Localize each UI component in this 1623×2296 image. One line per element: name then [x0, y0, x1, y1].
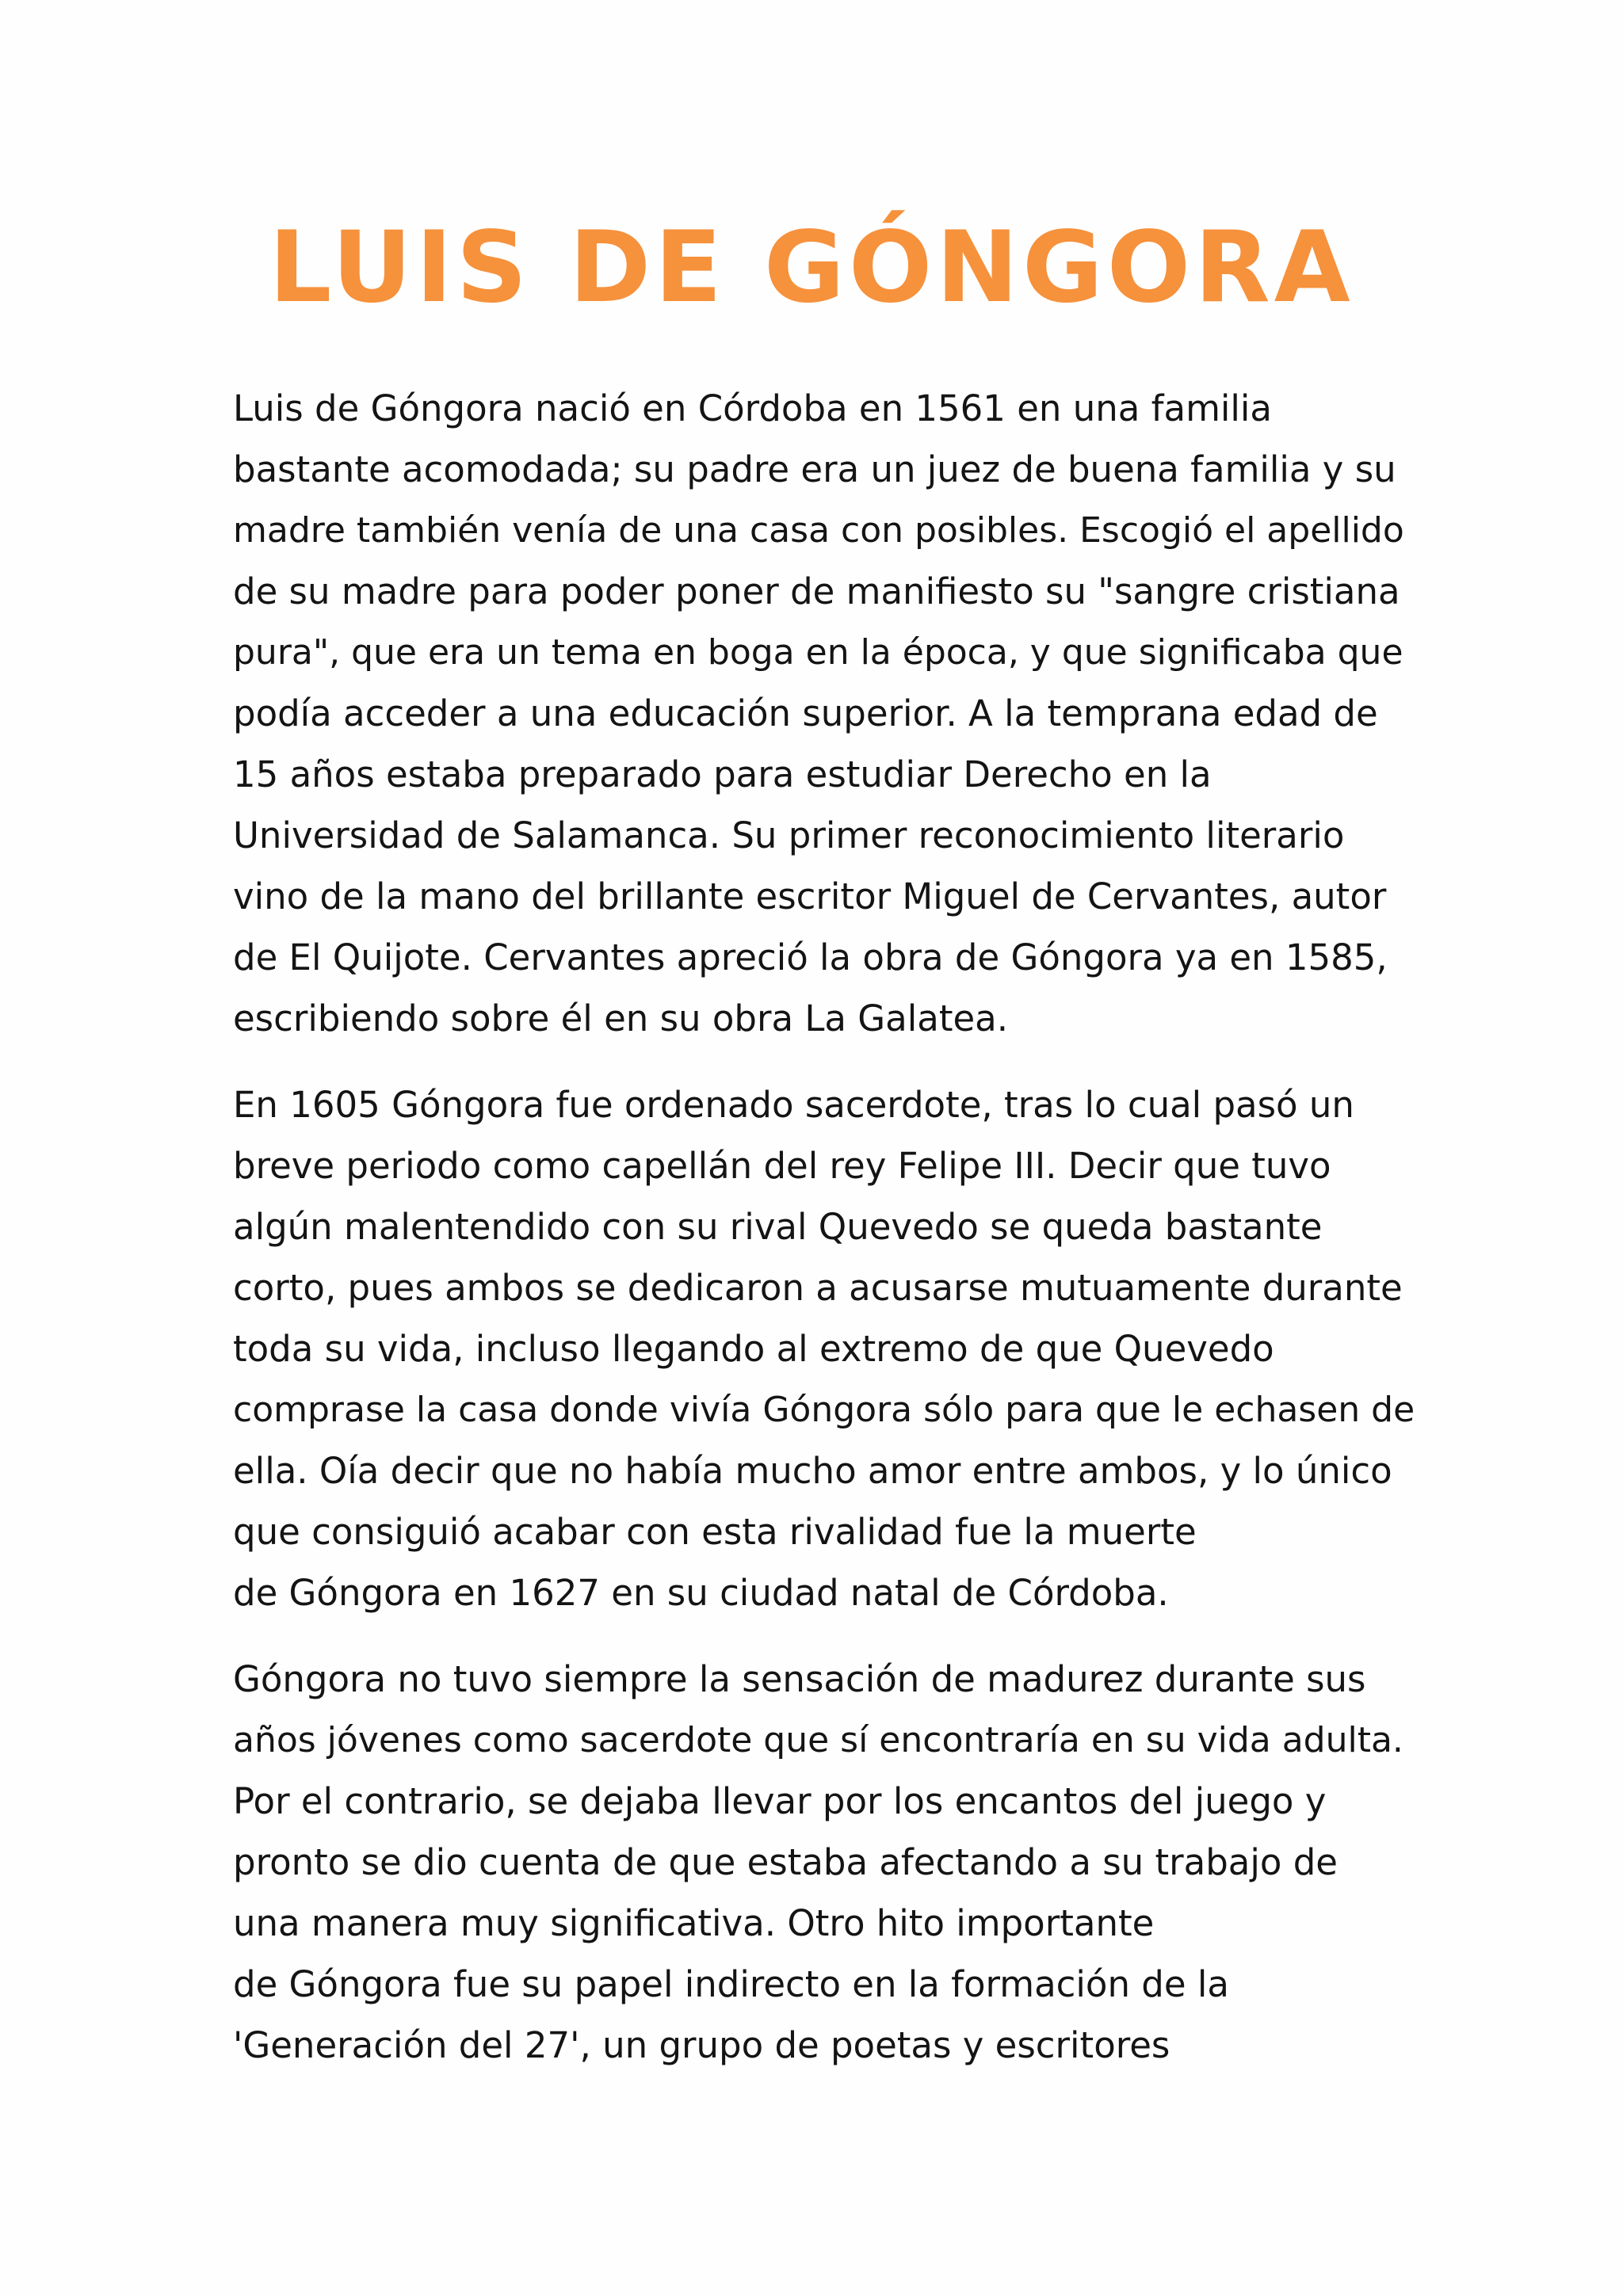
text-line: breve periodo como capellán del rey Felipe III. Decir que tuvo: [233, 1145, 1331, 1187]
text-line: toda su vida, incluso llegando al extremo de que Quevedo: [233, 1328, 1274, 1370]
text-line: Luis de Góngora nació en Córdoba en 1561 en una familia: [233, 387, 1272, 429]
body-text: [233, 378, 1422, 2101]
paragraph-1: [233, 378, 1422, 1049]
text-line: comprase la casa donde vivía Góngora sólo para que le echasen de: [233, 1390, 1415, 1430]
paragraph-2: [233, 1074, 1422, 1623]
text-line: 15 años estaba preparado para estudiar Derecho en la: [233, 753, 1212, 795]
text-line: de El Quijote. Cervantes apreció la obra de Góngora ya en 1585,: [233, 936, 1388, 978]
text-line: ella. Oía decir que no había mucho amor entre ambos, y lo único: [233, 1450, 1392, 1492]
text-line: madre también venía de una casa con posibles. Escogió el apellido: [233, 510, 1404, 551]
text-line: escribiendo sobre él en su obra La Galatea.: [233, 997, 1009, 1039]
text-line: 'Generación del 27', un grupo de poetas y escritores: [233, 2024, 1170, 2066]
text-line: de Góngora fue su papel indirecto en la formación de la: [233, 1963, 1229, 2005]
text-line: En 1605 Góngora fue ordenado sacerdote, tras lo cual pasó un: [233, 1084, 1354, 1126]
text-line: Universidad de Salamanca. Su primer reconocimiento literario: [233, 814, 1345, 856]
text-line: Góngora no tuvo siempre la sensación de madurez durante sus: [233, 1658, 1366, 1700]
text-line: de su madre para poder poner de manifiesto su "sangre cristiana: [233, 570, 1400, 612]
text-line: pura", que era un tema en boga en la época, y que significaba que: [233, 632, 1403, 673]
text-line: podía acceder a una educación superior. A la temprana edad de: [233, 692, 1378, 734]
text-line: vino de la mano del brillante escritor Miguel de Cervantes, autor: [233, 875, 1387, 917]
text-line: pronto se dio cuenta de que estaba afectando a su trabajo de: [233, 1841, 1338, 1883]
page-title: LUIS DE GÓNGORA: [269, 211, 1354, 325]
text-line: Por el contrario, se dejaba llevar por los encantos del juego y: [233, 1780, 1327, 1822]
text-line: de Góngora en 1627 en su ciudad natal de Córdoba.: [233, 1572, 1169, 1614]
text-line: bastante acomodada; su padre era un juez de buena familia y su: [233, 448, 1396, 490]
text-line: años jóvenes como sacerdote que sí encontraría en su vida adulta.: [233, 1720, 1403, 1760]
text-line: que consiguió acabar con esta rivalidad fue la muerte: [233, 1511, 1197, 1553]
text-line: corto, pues ambos se dedicaron a acusarse mutuamente durante: [233, 1267, 1403, 1309]
text-line: una manera muy significativa. Otro hito importante: [233, 1902, 1155, 1944]
text-line: algún malentendido con su rival Quevedo se queda bastante: [233, 1206, 1323, 1248]
paragraph-3: [233, 1649, 1422, 2076]
